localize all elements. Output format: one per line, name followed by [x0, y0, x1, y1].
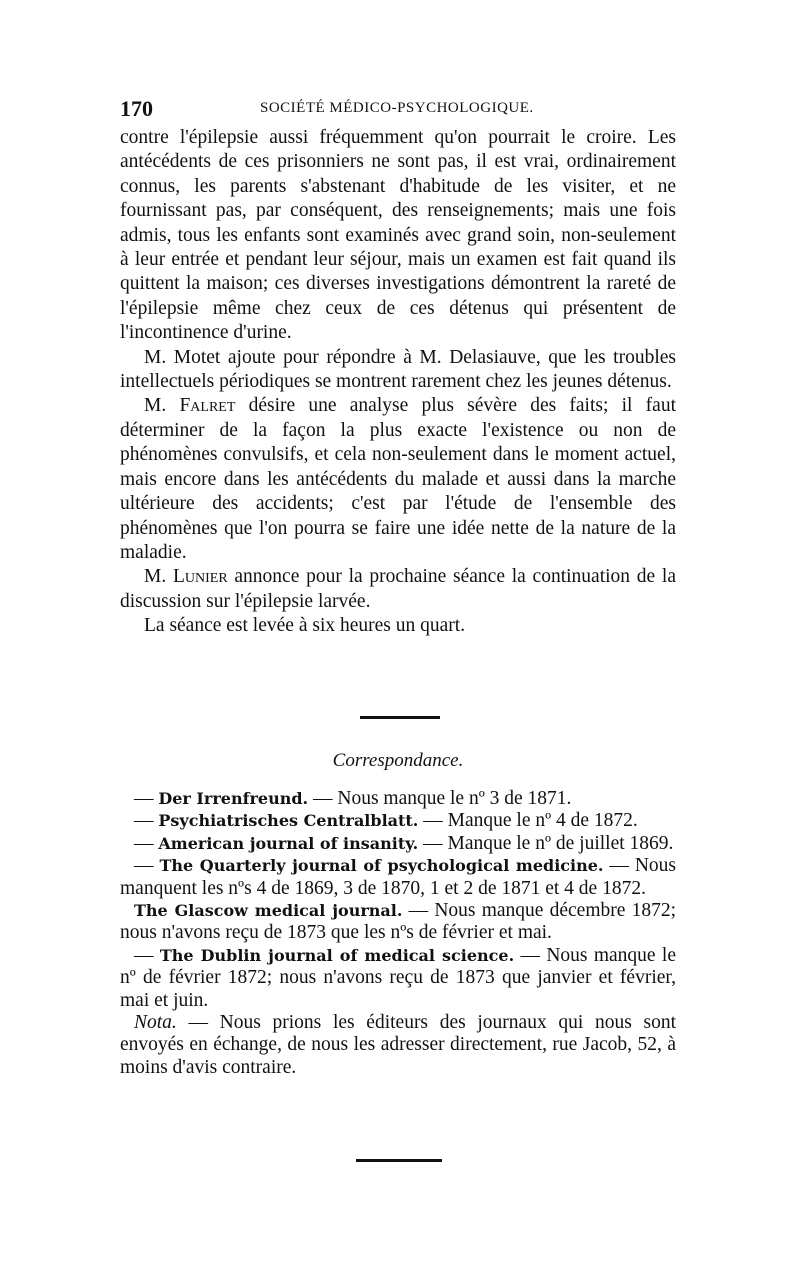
section-title: Correspondance. — [332, 750, 464, 771]
list-item: — Psychiatrisches Centralblatt. — Manque le nº 4 de 1872. — [134, 810, 638, 832]
journal-title: Psychiatrisches Centralblatt. — [158, 811, 419, 831]
journal-title: The Dublin journal of medical science. — [159, 945, 515, 965]
list-item — [120, 900, 676, 945]
running-head: SOCIÉTÉ MÉDICO-PSYCHOLOGIQUE. — [260, 100, 534, 116]
list-item: — The Dublin journal of medical science. — Nous manque le nº de février 1872; nous n'avons reçu de 1873 que janvier et février, mai et juin. — [120, 944, 677, 1011]
paragraph-2: M. Motet ajoute pour répondre à M. Delasiauve, que les troubles intellectuels périodiques se montrent rarement chez les jeunes détenus. — [120, 346, 676, 393]
page-header — [120, 96, 680, 126]
paragraph-4 — [120, 565, 676, 614]
list-item: — The Quarterly journal of psychological medicine. — Nous manquent les nºs 4 de 1869, 3 de 1870, 1 et 2 de 1871 et 4 de 1872. — [120, 855, 677, 899]
journal-title: American journal of insanity. — [158, 833, 419, 853]
speaker-prefix: M. — [144, 395, 180, 417]
journal-title: The Glascow medical journal. — [134, 901, 403, 921]
entry-text: — Nous manquent les nºs 4 de 1869, 3 de 1870, 1 et 2 de 1871 et 4 de 1872. — [120, 855, 677, 899]
list-item: — Der Irrenfreund. — Nous manque le nº 3 de 1871. — [134, 788, 572, 809]
speaker-name: Falret — [179, 395, 236, 417]
nota-paragraph — [120, 1012, 676, 1079]
speaker-name: Lunier — [172, 566, 228, 588]
nota-label: Nota. — [134, 1012, 177, 1034]
journal-title: The Quarterly journal of psychological medicine. — [159, 856, 604, 876]
entry-text: — Nous manque le nº de février 1872; nous n'avons reçu de 1873 que janvier et février, mai et juin. — [120, 944, 677, 1011]
page-number: 170 — [120, 96, 153, 121]
speaker-prefix: M. — [144, 566, 173, 588]
separator-rule — [356, 1159, 442, 1162]
separator-rule — [360, 716, 440, 719]
paragraph-text: désire une analyse plus sévère des faits; il faut déterminer de la façon la plus exacte l'existence ou non de phénomènes convulsifs, et cela non-seulement dans le moment actuel, mais encore dans les antécédents du malade et aussi dans la marche ultérieure des accidents; c'est par l'étude de l'ensemble des phénomènes que l'on pourra se faire une idée nette de la nature de la maladie. — [120, 395, 676, 563]
correspondance-list — [120, 788, 676, 1079]
paragraph-3 — [120, 394, 676, 565]
paragraph-1: contre l'épilepsie aussi fréquemment qu'on pourrait le croire. Les antécédents de ces prisonniers ne sont pas, il est vrai, ordinairement connus, les parents s'abstenant d'habitude de les visiter, et ne fournissant pas, par conséquent, des renseignements; mais une fois admis, tous les enfants sont examinés avec grand soin, non-seulement à leur entrée et pendant leur séjour, mais un examen est fait quand ils quittent la maison; ces diverses investigations démontrent la rareté de l'épilepsie même chez ceux de ces détenus qui présentent de l'incontinence d'urine. — [120, 127, 676, 344]
entry-text: — Nous manque le nº 3 de 1871. — [308, 788, 572, 809]
nota-text: — Nous prions les éditeurs des journaux qui nous sont envoyés en échange, de nous les adresser directement, rue Jacob, 52, à moins d'avis contraire. — [120, 1012, 676, 1078]
entry-text: — Manque le nº de juillet 1869. — [418, 832, 674, 854]
entry-text: — Nous manque décembre 1872; nous n'avons reçu de 1873 que les nºs de février et mai. — [120, 900, 677, 944]
list-item: — American journal of insanity. — Manque le nº de juillet 1869. — [134, 832, 674, 854]
paragraph-5: La séance est levée à six heures un quart. — [144, 615, 466, 637]
body-text — [120, 126, 676, 639]
paragraph-text: annonce pour la prochaine séance la continuation de la discussion sur l'épilepsie larvée. — [120, 566, 676, 612]
journal-title: Der Irrenfreund. — [158, 789, 309, 808]
entry-text: — Manque le nº 4 de 1872. — [418, 810, 638, 832]
